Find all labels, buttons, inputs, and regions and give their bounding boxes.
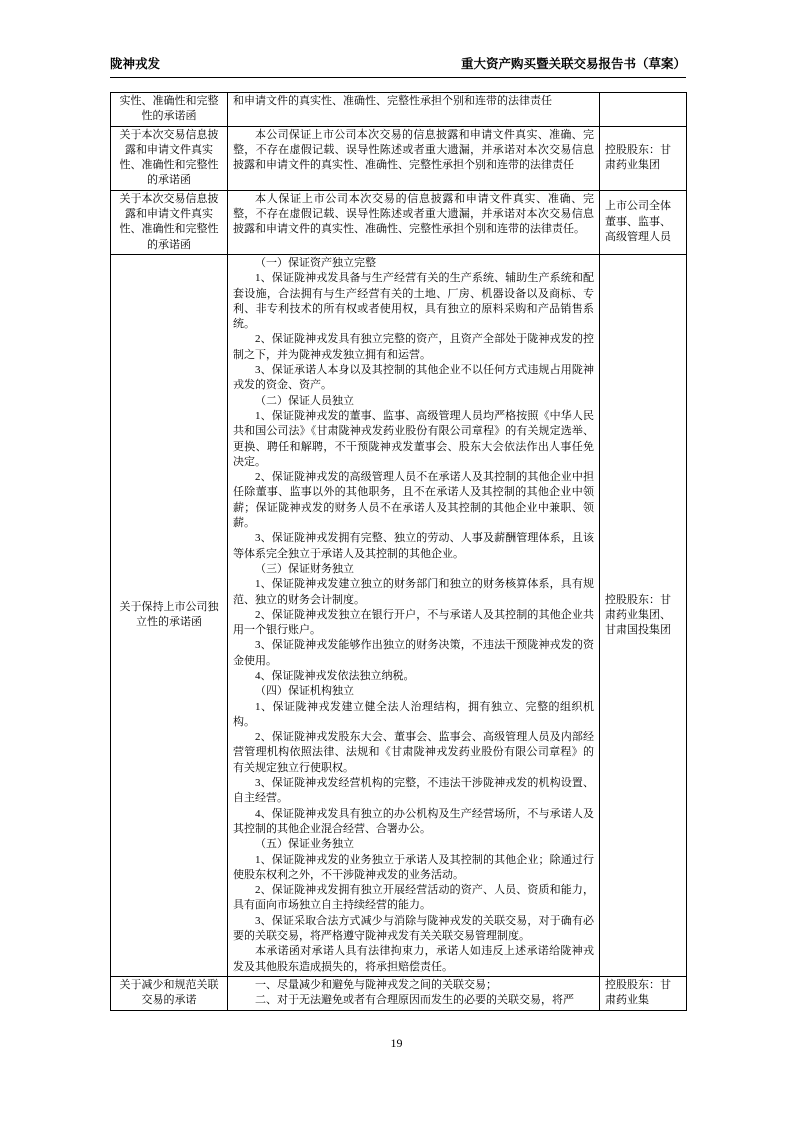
paragraph: 2、保证陇神戎发股东大会、董事会、监事会、高级管理人员及内部经营管理机构依照法律、法规和《甘肃陇神戎发药业股份有限公司章程》的有关规定独立行使职权。 bbox=[233, 731, 594, 774]
commitment-name: 关于减少和规范关联交易的承诺 bbox=[111, 976, 228, 1010]
paragraph: 和申请文件的真实性、准确性、完整性承担个别和连带的法律责任 bbox=[233, 95, 552, 107]
table-row bbox=[111, 254, 687, 976]
paragraph: （五）保证业务独立 bbox=[255, 838, 354, 851]
paragraph: 本承诺函对承诺人具有法律拘束力，承诺人如违反上述承诺给陇神戎发及其他股东造成损失的，将承担赔偿责任。 bbox=[233, 945, 594, 973]
paragraph: 1、保证陇神戎发的业务独立于承诺人及其控制的其他企业；除通过行使股东权利之外，不干涉陇神戎发的业务活动。 bbox=[233, 853, 594, 881]
page-number: 19 bbox=[390, 1036, 403, 1050]
commitment-party bbox=[600, 93, 687, 127]
paragraph: 2、保证陇神戎发具有独立完整的资产，且资产全部处于陇神戎发的控制之下，并为陇神戎发独立拥有和运营。 bbox=[233, 333, 594, 361]
paragraph: 3、保证陇神戎发拥有完整、独立的劳动、人事及薪酬管理体系，且该等体系完全独立于承诺人及其控制的其他企业。 bbox=[233, 532, 594, 560]
commitment-content bbox=[228, 93, 600, 127]
commitment-name: 关于本次交易信息披露和申请文件真实性、准确性和完整性的承诺函 bbox=[111, 126, 228, 190]
paragraph: 4、保证陇神戎发具有独立的办公机构及生产经营场所，不与承诺人及其控制的其他企业混合经营、合署办公。 bbox=[233, 807, 594, 835]
header-company-name: 陇神戎发 bbox=[110, 57, 161, 71]
paragraph: 1、保证陇神戎发建立独立的财务部门和独立的财务核算体系，具有规范、独立的财务会计制度。 bbox=[233, 578, 594, 606]
paragraph: 一、尽量减少和避免与陇神戎发之间的关联交易； bbox=[255, 978, 497, 991]
commitment-content bbox=[228, 126, 600, 190]
paragraph: 二、对于无法避免或者有合理原因而发生的必要的关联交易，将严 bbox=[255, 994, 574, 1007]
table-row bbox=[111, 190, 687, 254]
paragraph: （三）保证财务独立 bbox=[255, 562, 354, 575]
commitment-content bbox=[228, 976, 600, 1010]
paragraph: 本人保证上市公司本次交易的信息披露和申请文件真实、准确、完整，不存在虚假记载、误导性陈述或者重大遗漏，并承诺对本次交易信息披露和申请文件的真实性、准确性、完整性承担个别和连带的法律责任。 bbox=[233, 192, 594, 236]
paragraph: 本公司保证上市公司本次交易的信息披露和申请文件真实、准确、完整，不存在虚假记载、误导性陈述或者重大遗漏，并承诺对本次交易信息披露和申请文件的真实性、准确性、完整性承担个别和连带的法律责任 bbox=[233, 128, 594, 172]
paragraph: 3、保证采取合法方式减少与消除与陇神戎发的关联交易，对于确有必要的关联交易，将严格遵守陇神戎发有关关联交易管理制度。 bbox=[233, 914, 594, 943]
commitment-name: 关于保持上市公司独立性的承诺函 bbox=[111, 254, 228, 976]
commitment-name: 实性、准确性和完整性的承诺函 bbox=[111, 93, 228, 127]
commitment-content bbox=[228, 190, 600, 254]
paragraph: （四）保证机构独立 bbox=[255, 685, 354, 698]
paragraph: 3、保证承诺人本身以及其控制的其他企业不以任何方式违规占用陇神戎发的资金、资产。 bbox=[233, 364, 594, 392]
header-report-title: 重大资产购买暨关联交易报告书（草案） bbox=[460, 57, 686, 71]
commitment-party: 控股股东：甘肃药业集 bbox=[600, 976, 687, 1010]
table-row bbox=[111, 976, 687, 1010]
page-header bbox=[110, 54, 686, 78]
paragraph: 2、保证陇神戎发的高级管理人员不在承诺人及其控制的其他企业中担任除董事、监事以外的其他职务，且不在承诺人及其控制的其他企业中领薪；保证陇神戎发的财务人员不在承诺人及其控制的其他企业中兼职、领薪。 bbox=[233, 471, 594, 530]
paragraph: （一）保证资产独立完整 bbox=[255, 256, 376, 269]
paragraph: 3、保证陇神戎发能够作出独立的财务决策，不违法干预陇神戎发的资金使用。 bbox=[233, 639, 594, 667]
paragraph: 1、保证陇神戎发建立健全法人治理结构，拥有独立、完整的组织机构。 bbox=[233, 700, 594, 728]
paragraph: 2、保证陇神戎发独立在银行开户，不与承诺人及其控制的其他企业共用一个银行账户。 bbox=[233, 608, 594, 637]
commitment-party: 上市公司全体董事、监事、高级管理人员 bbox=[600, 190, 687, 254]
commitments-table bbox=[110, 92, 687, 1011]
paragraph: 1、保证陇神戎发具备与生产经营有关的生产系统、辅助生产系统和配套设施，合法拥有与生产经营有关的土地、厂房、机器设备以及商标、专利、非专利技术的所有权或者使用权，具有独立的原料采购和产品销售系统。 bbox=[233, 272, 594, 331]
commitment-party: 控股股东：甘肃药业集团、甘肃国投集团 bbox=[600, 254, 687, 976]
paragraph: 2、保证陇神戎发拥有独立开展经营活动的资产、人员、资质和能力，具有面向市场独立自主持续经营的能力。 bbox=[233, 884, 594, 912]
table-row bbox=[111, 126, 687, 190]
table-row bbox=[111, 93, 687, 127]
paragraph: 4、保证陇神戎发依法独立纳税。 bbox=[255, 669, 415, 682]
commitment-party: 控股股东：甘肃药业集团 bbox=[600, 126, 687, 190]
paragraph: 3、保证陇神戎发经营机构的完整，不违法干涉陇神戎发的机构设置、自主经营。 bbox=[233, 777, 594, 805]
commitment-content bbox=[228, 254, 600, 976]
commitment-name: 关于本次交易信息披露和申请文件真实性、准确性和完整性的承诺函 bbox=[111, 190, 228, 254]
paragraph: （二）保证人员独立 bbox=[255, 394, 354, 407]
paragraph: 1、保证陇神戎发的董事、监事、高级管理人员均严格按照《中华人民共和国公司法》《甘肃陇神戎发药业股份有限公司章程》的有关规定选举、更换、聘任和解聘，不干预陇神戎发董事会、股东大会依法作出人事任免决定。 bbox=[233, 409, 594, 468]
page-footer bbox=[0, 1036, 793, 1051]
